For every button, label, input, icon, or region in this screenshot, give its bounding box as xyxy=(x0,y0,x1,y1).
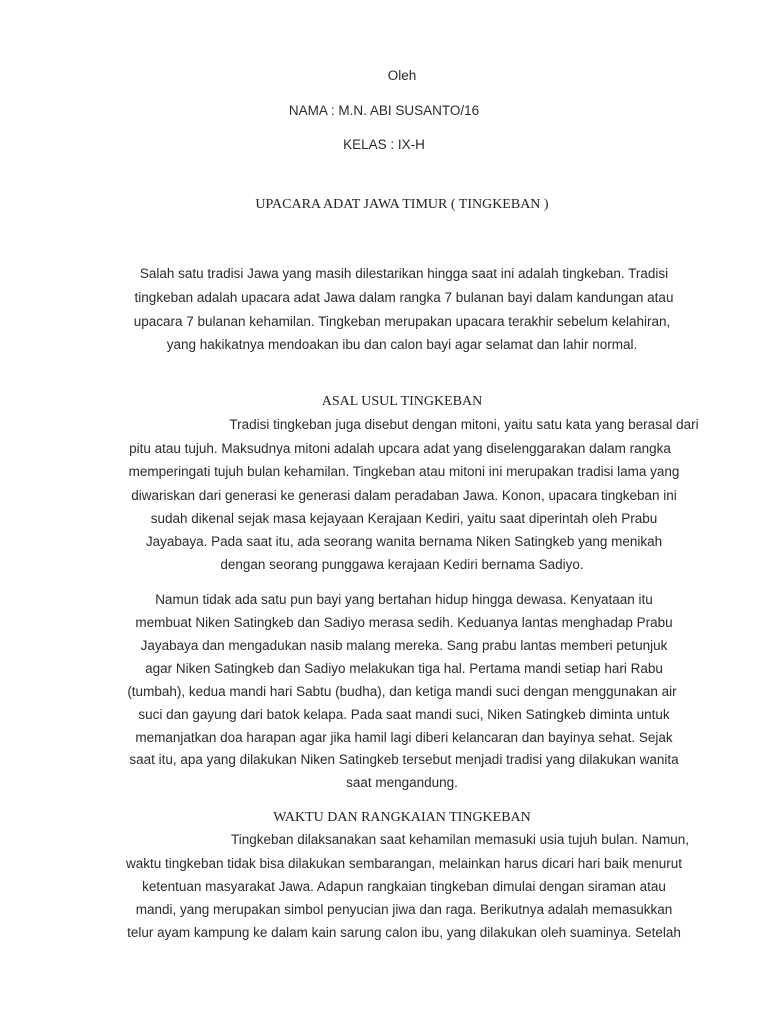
section2-para1-line: waktu tingkeban tidak bisa dilakukan sembarangan, melainkan harus dicari hari baik menurut xyxy=(125,856,683,871)
document-title: UPACARA ADAT JAWA TIMUR ( TINGKEBAN ) xyxy=(255,197,549,212)
section1-para1-line: dengan seorang punggawa kerajaan Kediri bernama Sadiyo. xyxy=(220,557,584,572)
intro-line: tingkeban adalah upacara adat Jawa dalam rangka 7 bulanan bayi dalam kandungan atau xyxy=(134,290,674,305)
section1-para2-line: agar Niken Satingkeb dan Sadiyo melakukan tiga hal. Pertama mandi setiap hari Rabu xyxy=(145,661,663,676)
section2-para1-line: Tingkeban dilaksanakan saat kehamilan memasuki usia tujuh bulan. Namun, xyxy=(230,832,689,847)
section2-para1-line: telur ayam kampung ke dalam kain sarung calon ibu, yang dilakukan oleh suaminya. Setelah xyxy=(127,925,681,940)
author-class: KELAS : IX-H xyxy=(343,137,425,152)
intro-line: upacara 7 bulanan kehamilan. Tingkeban merupakan upacara terakhir sebelum kelahiran, xyxy=(133,314,671,329)
section1-para2-line: saat mengandung. xyxy=(346,775,458,790)
author-name: NAMA : M.N. ABI SUSANTO/16 xyxy=(288,103,480,118)
section1-para1-line: diwariskan dari generasi ke generasi dalam peradaban Jawa. Konon, upacara tingkeban ini xyxy=(131,488,677,503)
intro-line: Salah satu tradisi Jawa yang masih dilestarikan hingga saat ini adalah tingkeban. Tradisi xyxy=(139,266,669,281)
section-heading-waktu: WAKTU DAN RANGKAIAN TINGKEBAN xyxy=(273,810,531,825)
section1-para1-line: pitu atau tujuh. Maksudnya mitoni adalah upcara adat yang diselenggarakan dalam rangka xyxy=(129,441,671,456)
section1-para1-line: sudah dikenal sejak masa kejayaan Kerajaan Kediri, yaitu saat diperintah oleh Prabu xyxy=(150,511,658,526)
section-heading-asal-usul: ASAL USUL TINGKEBAN xyxy=(321,394,483,409)
section2-para1-line: mandi, yang merupakan simbol penyucian jiwa dan raga. Berikutnya adalah memasukkan xyxy=(135,902,673,917)
section1-para1-line: Tradisi tingkeban juga disebut dengan mitoni, yaitu satu kata yang berasal dari xyxy=(229,417,699,432)
section1-para2-line: Jayabaya dan mengadukan nasib malang mereka. Sang prabu lantas memberi petunjuk xyxy=(140,638,668,653)
section1-para2-line: suci dan gayung dari batok kelapa. Pada saat mandi suci, Niken Satingkeb diminta untuk xyxy=(138,707,670,722)
author-label: Oleh xyxy=(387,68,417,83)
section2-para1-line: ketentuan masyarakat Jawa. Adapun rangkaian tingkeban dimulai dengan siraman atau xyxy=(142,879,666,894)
section1-para2-line: saat itu, apa yang dilakukan Niken Satingkeb tersebut menjadi tradisi yang dilakukan wanita xyxy=(129,752,679,767)
intro-line: yang hakikatnya mendoakan ibu dan calon bayi agar selamat dan lahir normal. xyxy=(166,337,638,352)
section1-para1-line: Jayabaya. Pada saat itu, ada seorang wanita bernama Niken Satingkeb yang menikah xyxy=(145,534,663,549)
section1-para2-line: (tumbah), kedua mandi hari Sabtu (budha), dan ketiga mandi suci dengan menggunakan air xyxy=(127,684,677,699)
section1-para2-line: Namun tidak ada satu pun bayi yang bertahan hidup hingga dewasa. Kenyataan itu xyxy=(155,592,653,607)
section1-para1-line: memperingati tujuh bulan kehamilan. Tingkeban atau mitoni ini merupakan tradisi lama yang xyxy=(128,464,680,479)
section1-para2-line: membuat Niken Satingkeb dan Sadiyo merasa sedih. Keduanya lantas menghadap Prabu xyxy=(135,615,673,630)
section1-para2-line: memanjatkan doa harapan agar jika hamil lagi diberi kelancaran dan bayinya sehat. Sejak xyxy=(135,730,673,745)
